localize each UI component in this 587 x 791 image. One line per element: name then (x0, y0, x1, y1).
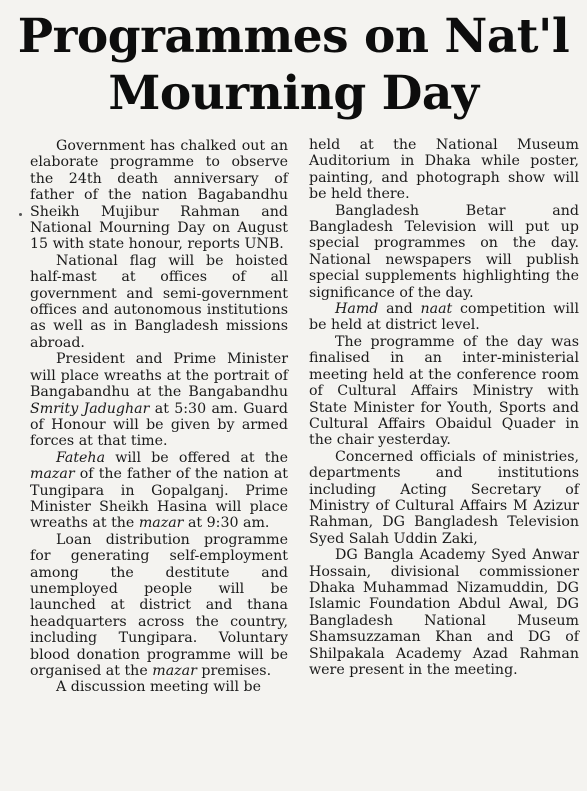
paragraph: Bangladesh Betar and Bangladesh Television will put up special programmes on the day. National newspapers will publish special supplements highlighting the significance of the day. (309, 202, 579, 301)
paragraph: The programme of the day was finalised in an inter-ministerial meeting held at the conference room of Cultural Affairs Ministry with State Minister for Youth, Sports and Cultural Affairs Obaidul Quader in the chair yesterday. (309, 333, 579, 449)
paragraph: President and Prime Minister will place wreaths at the portrait of Bangabandhu at the Bangabandhu Smrity Jadughar at 5:30 am. Guard of Honour will be given by armed forces at that time. (30, 351, 289, 450)
paragraph: DG Bangla Academy Syed Anwar Hossain, divisional commissioner Dhaka Muhammad Nizamuddin, DG Islamic Foundation Abdul Awal, DG Bangladesh National Museum Shamsuzzaman Khan and DG of Shilpakala Academy Azad Rahman were present in the meeting. (309, 547, 579, 678)
italic-term: mazar (30, 466, 75, 483)
italic-term: Fateha (56, 449, 106, 466)
paragraph: Loan distribution programme for generating self-employment among the destitute and unemployed people will be launched at district and thana headquarters across the country, including Tungipara. Voluntary blood donation programme will be organised at the mazar premises. (30, 531, 288, 679)
headline-line-1: Programmes on Nat'l (17, 9, 570, 64)
paragraph-continued: held at the National Museum Auditorium in Dhaka while poster, painting, and photograph show will be held there. (309, 137, 579, 203)
italic-term: Smrity Jadughar (30, 400, 150, 417)
paragraph: National flag will be hoisted half-mast at offices of all government and semi-government offices and autonomous institutions as well as in Bangladesh missions abroad. (30, 252, 288, 351)
italic-term: naat (420, 301, 453, 318)
italic-term: mazar (152, 663, 197, 679)
italic-term: Hamd (335, 301, 379, 318)
margin-dot (19, 213, 22, 216)
paragraph: Concerned officials of ministries, departments and institutions including Acting Secretary of Ministry of Cultural Affairs M Azizur Rahman, DG Bangladesh Television Syed Salah Uddin Zaki, (309, 448, 579, 547)
article-column-left (30, 138, 288, 696)
paragraph: A discussion meeting will be (56, 679, 261, 696)
paragraph: Fateha will be offered at the mazar of the father of the nation at Tungipara in Gopalganj. Prime Minister Sheikh Hasina will place wreaths at the mazar at 9:30 am. (30, 449, 288, 532)
headline-line-2: Mourning Day (108, 66, 479, 121)
paragraph: Hamd and naat competition will be held at district level. (309, 301, 579, 334)
italic-term: mazar (138, 515, 184, 532)
headline (0, 8, 587, 122)
article-column-right (309, 137, 579, 678)
paragraph: Government has chalked out an elaborate programme to observe the 24th death anniversary of father of the nation Bagabandhu Sheikh Mujibur Rahman and National Mourning Day on August 15 with state honour, reports UNB. (30, 138, 288, 253)
